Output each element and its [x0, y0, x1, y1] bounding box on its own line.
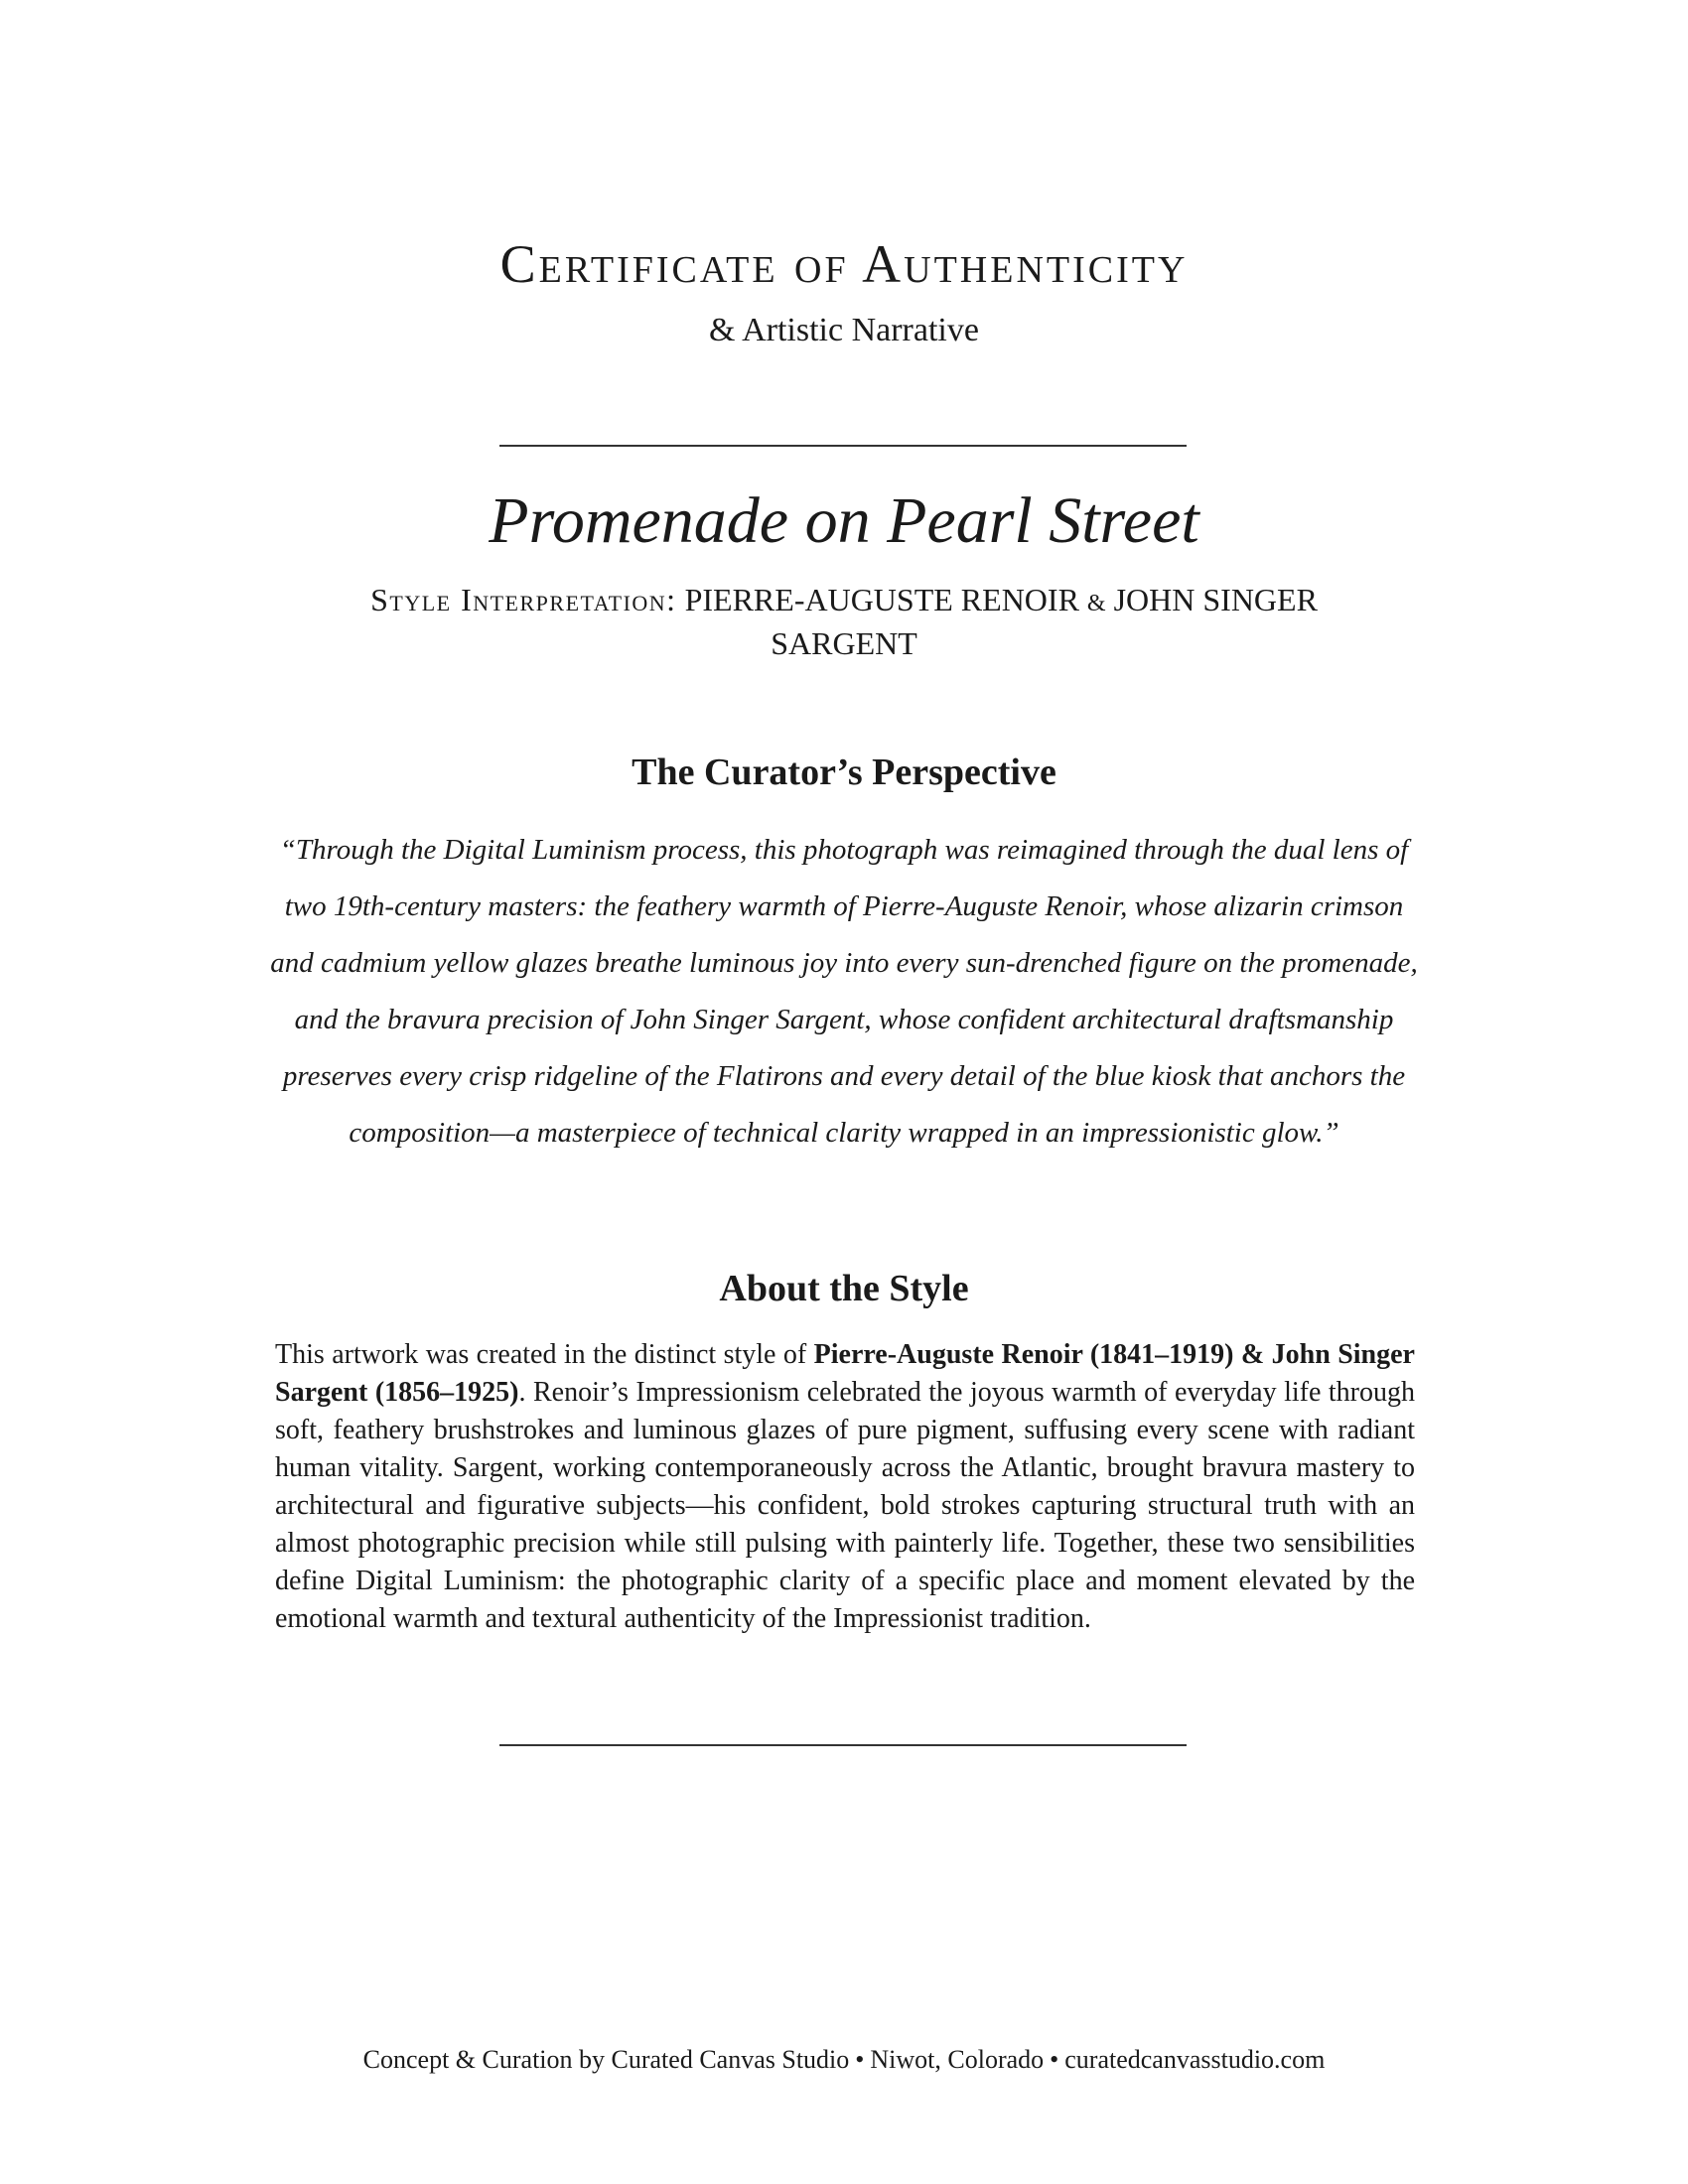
- footer-separator: •: [855, 2045, 865, 2074]
- style-interpretation: [298, 580, 1390, 663]
- artist-ampersand: &: [1086, 591, 1106, 616]
- top-divider: [499, 445, 1187, 447]
- about-style-heading: About the Style: [719, 1268, 969, 1309]
- about-body-text: . Renoir’s Impressionism celebrated the joyous warmth of everyday life through soft, feathery brushstrokes and luminous glazes of pure pigment, suffusing every scene with radiant human vitality. Sargent, working contemporaneously across the Atlantic, brought bravura mastery to architectural and figurative subjects—his confident, bold strokes capturing structural truth with an almost photographic precision while still pulsing with painterly life. Together, these two sensibilities define Digital Luminism: the photographic clarity of a specific place and moment elevated by the emotional warmth and textural authenticity of the Impressionist tradition.: [275, 1377, 1415, 1634]
- bottom-divider: [499, 1744, 1187, 1746]
- footer-credit: Concept & Curation by Curated Canvas Studio: [362, 2045, 850, 2074]
- curator-heading: The Curator’s Perspective: [632, 751, 1056, 793]
- about-style-body: [275, 1336, 1415, 1638]
- style-interpretation-label: Style Interpretation:: [370, 582, 677, 617]
- certificate-title: Certificate of Authenticity: [499, 234, 1189, 294]
- about-intro: This artwork was created in the distinct style of: [275, 1339, 814, 1370]
- curator-quote: “Through the Digital Luminism process, this photograph was reimagined through the dual lens of two 19th-century masters: the feathery warmth of Pierre-Auguste Renoir, whose alizarin crimson and cadmium yellow glazes breathe luminous joy into every sun-drenched figure on the promenade, and the bravura precision of John Singer Sargent, whose confident architectural draftsmanship preserves every crisp ridgeline of the Flatirons and every detail of the blue kiosk that anchors the composition—a masterpiece of technical clarity wrapped in an impressionistic glow.”: [270, 834, 1418, 1149]
- certificate-subtitle: & Artistic Narrative: [709, 312, 979, 348]
- footer: [0, 2045, 1688, 2075]
- artist-one: PIERRE-AUGUSTE RENOIR: [684, 582, 1079, 617]
- about-artists: Pierre-Auguste Renoir (1841–1919) & John Singer Sargent (1856–1925): [275, 1339, 1415, 1408]
- footer-website: curatedcanvasstudio.com: [1064, 2045, 1326, 2074]
- artist-two: JOHN SINGER SARGENT: [771, 582, 1318, 661]
- artwork-title: Promenade on Pearl Street: [489, 484, 1199, 557]
- footer-location: Niwot, Colorado: [870, 2045, 1045, 2074]
- footer-separator: •: [1050, 2045, 1059, 2074]
